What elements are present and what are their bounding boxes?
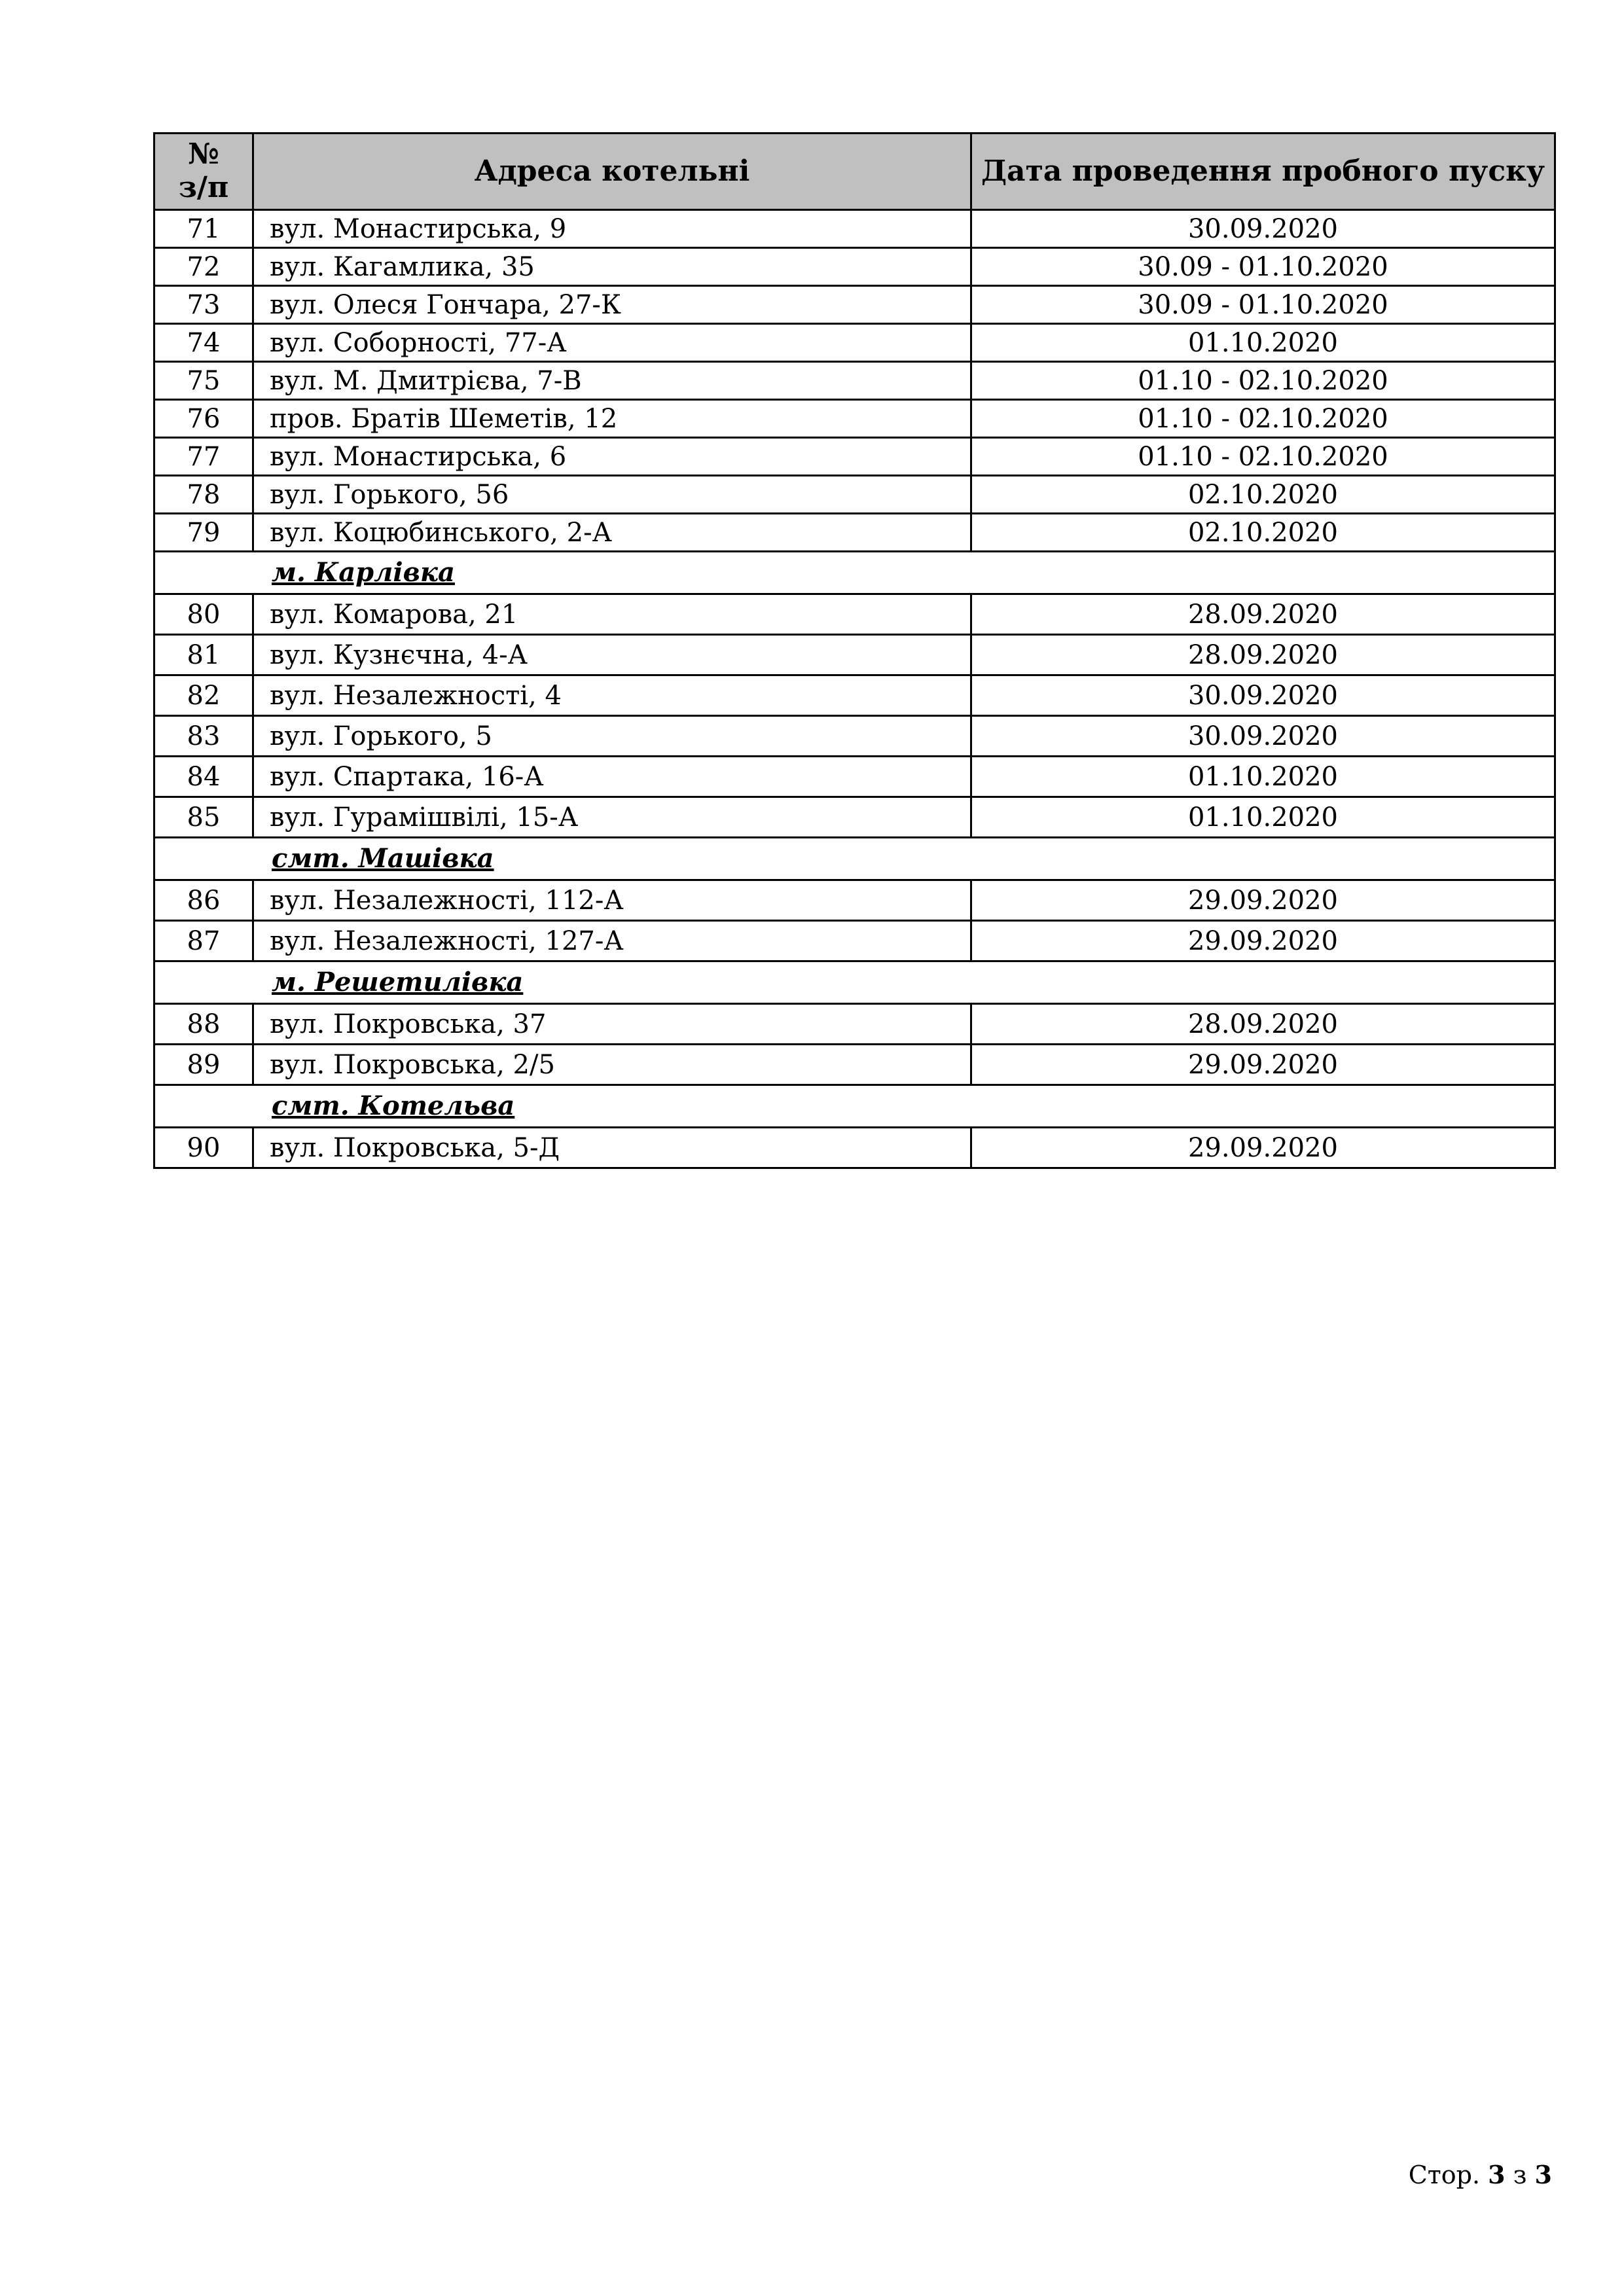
row-address: вул. Комарова, 21: [253, 594, 971, 635]
table-row: [154, 248, 1555, 286]
table-row: [154, 514, 1555, 552]
table-header: [154, 134, 1555, 210]
section-row-mashivka: [154, 838, 1555, 880]
table-row: [154, 675, 1555, 716]
section-title-kotelva: смт. Котельва: [154, 1085, 1555, 1128]
row-number: 84: [154, 757, 253, 797]
row-address: вул. Соборності, 77-А: [253, 324, 971, 362]
row-date: 02.10.2020: [971, 476, 1555, 514]
row-address: вул. Незалежності, 4: [253, 675, 971, 716]
table-row: [154, 438, 1555, 476]
row-number: 80: [154, 594, 253, 635]
table-row: [154, 476, 1555, 514]
table-row: [154, 286, 1555, 324]
section-title-karlivka: м. Карлівка: [154, 552, 1555, 594]
table-row: [154, 210, 1555, 248]
row-number: 72: [154, 248, 253, 286]
row-number: 75: [154, 362, 253, 400]
section-row-reshetylivka: [154, 961, 1555, 1004]
section-title-mashivka: смт. Машівка: [154, 838, 1555, 880]
row-address: вул. Покровська, 37: [253, 1004, 971, 1045]
boiler-test-schedule-table: [153, 132, 1556, 1169]
row-number: 83: [154, 716, 253, 757]
row-number: 79: [154, 514, 253, 552]
row-date: 30.09.2020: [971, 716, 1555, 757]
table-row: [154, 716, 1555, 757]
row-address: вул. Незалежності, 127-А: [253, 921, 971, 961]
row-number: 87: [154, 921, 253, 961]
row-date: 29.09.2020: [971, 921, 1555, 961]
column-header-date: Дата проведення пробного пуску: [971, 134, 1555, 210]
row-address: вул. Покровська, 2/5: [253, 1045, 971, 1085]
table-row: [154, 1128, 1555, 1168]
section-title-reshetylivka: м. Решетилівка: [154, 961, 1555, 1004]
row-address: вул. Кузнєчна, 4-А: [253, 635, 971, 675]
row-date: 29.09.2020: [971, 1128, 1555, 1168]
column-header-number-line1: №: [188, 137, 219, 171]
row-address: пров. Братів Шеметів, 12: [253, 400, 971, 438]
row-date: 01.10 - 02.10.2020: [971, 400, 1555, 438]
table-row: [154, 635, 1555, 675]
row-number: 86: [154, 880, 253, 921]
row-number: 76: [154, 400, 253, 438]
row-address: вул. Покровська, 5-Д: [253, 1128, 971, 1168]
row-address: вул. Коцюбинського, 2-А: [253, 514, 971, 552]
row-number: 89: [154, 1045, 253, 1085]
row-number: 73: [154, 286, 253, 324]
table-row: [154, 594, 1555, 635]
row-date: 01.10.2020: [971, 757, 1555, 797]
table-row: [154, 1004, 1555, 1045]
footer-prefix: Стор.: [1408, 2161, 1481, 2189]
row-number: 82: [154, 675, 253, 716]
row-address: вул. М. Дмитрієва, 7-В: [253, 362, 971, 400]
row-number: 74: [154, 324, 253, 362]
table-row: [154, 1045, 1555, 1085]
footer-of: з: [1513, 2161, 1527, 2189]
row-address: вул. Спартака, 16-А: [253, 757, 971, 797]
row-address: вул. Горького, 5: [253, 716, 971, 757]
table-row: [154, 362, 1555, 400]
footer-total-pages: 3: [1534, 2160, 1552, 2189]
table-row: [154, 400, 1555, 438]
row-date: 01.10.2020: [971, 324, 1555, 362]
row-number: 77: [154, 438, 253, 476]
row-number: 81: [154, 635, 253, 675]
row-address: вул. Монастирська, 9: [253, 210, 971, 248]
table-row: [154, 880, 1555, 921]
section-row-kotelva: [154, 1085, 1555, 1128]
row-date: 30.09.2020: [971, 210, 1555, 248]
row-address: вул. Незалежності, 112-А: [253, 880, 971, 921]
table-row: [154, 797, 1555, 838]
row-date: 28.09.2020: [971, 635, 1555, 675]
table-row: [154, 921, 1555, 961]
table-row: [154, 757, 1555, 797]
row-date: 01.10 - 02.10.2020: [971, 438, 1555, 476]
header-row: [154, 134, 1555, 210]
footer-current-page: 3: [1488, 2160, 1506, 2189]
row-date: 29.09.2020: [971, 880, 1555, 921]
row-address: вул. Олеся Гончара, 27-К: [253, 286, 971, 324]
row-date: 28.09.2020: [971, 594, 1555, 635]
column-header-address: Адреса котельні: [253, 134, 971, 210]
row-date: 01.10 - 02.10.2020: [971, 362, 1555, 400]
row-address: вул. Монастирська, 6: [253, 438, 971, 476]
column-header-number: [154, 134, 253, 210]
row-number: 88: [154, 1004, 253, 1045]
row-date: 30.09.2020: [971, 675, 1555, 716]
row-address: вул. Кагамлика, 35: [253, 248, 971, 286]
row-address: вул. Горького, 56: [253, 476, 971, 514]
page-number-footer: [1409, 2160, 1552, 2189]
section-row-karlivka: [154, 552, 1555, 594]
row-number: 90: [154, 1128, 253, 1168]
row-date: 30.09 - 01.10.2020: [971, 248, 1555, 286]
row-date: 01.10.2020: [971, 797, 1555, 838]
row-date: 30.09 - 01.10.2020: [971, 286, 1555, 324]
row-date: 02.10.2020: [971, 514, 1555, 552]
row-number: 71: [154, 210, 253, 248]
row-number: 78: [154, 476, 253, 514]
row-number: 85: [154, 797, 253, 838]
row-address: вул. Гурамішвілі, 15-А: [253, 797, 971, 838]
table-row: [154, 324, 1555, 362]
row-date: 29.09.2020: [971, 1045, 1555, 1085]
row-date: 28.09.2020: [971, 1004, 1555, 1045]
table-body: [154, 210, 1555, 1168]
column-header-number-line2: з/п: [178, 171, 229, 204]
